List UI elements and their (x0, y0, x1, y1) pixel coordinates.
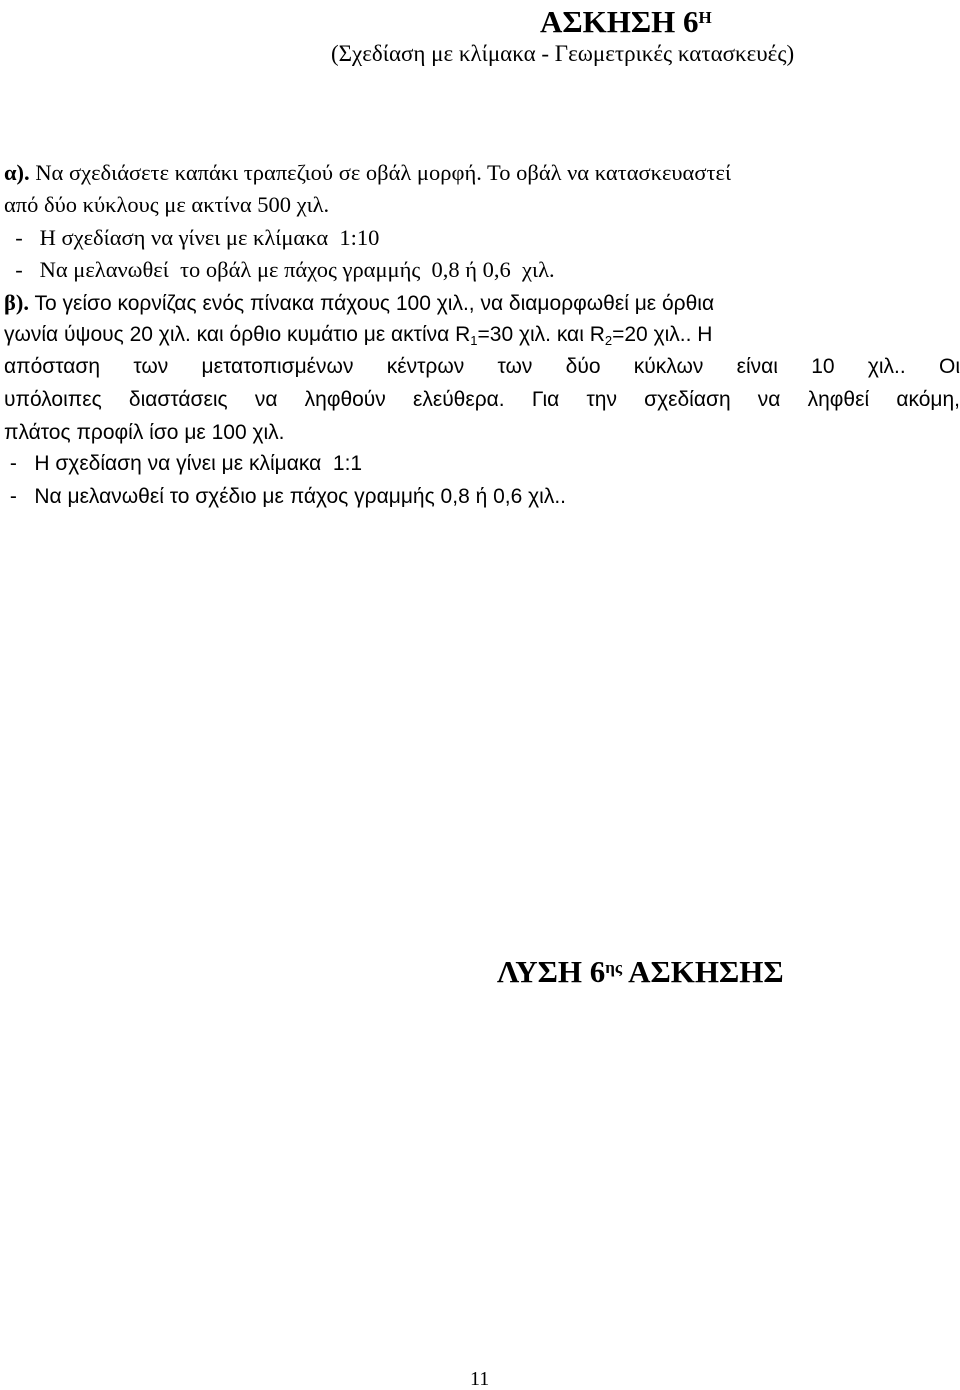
part-b-text-2c: =20 χιλ.. Η (612, 323, 713, 346)
part-a-bullet-2: - Να μελανωθεί το οβάλ με πάχος γραμμής 0,8 ή 0,6 χιλ. (4, 257, 555, 282)
part-b-text-2b: =30 χιλ. και R (477, 323, 605, 346)
r1-subscript: 1 (470, 333, 478, 348)
page-subtitle: (Σχεδίαση με κλίμακα - Γεωμετρικές κατασκευές) (331, 41, 795, 66)
part-a-bullet-1: - Η σχεδίαση να γίνει με κλίμακα 1:10 (4, 225, 380, 250)
solution-title-end: ΑΣΚΗΣΗΣ (622, 954, 784, 989)
solution-superscript: ης (605, 958, 623, 977)
title-main: ΑΣΚΗΣΗ 6 (540, 4, 699, 39)
part-b-bullet-1: - Η σχεδίαση να γίνει με κλίμακα 1:1 (4, 452, 363, 475)
part-a-label: α). (4, 160, 30, 185)
part-b-text-1: Το γείσο κορνίζας ενός πίνακα πάχους 100 χιλ., να διαμορφωθεί με όρθια (28, 292, 715, 315)
part-b-line-1 (4, 287, 714, 320)
part-b-line-4: υπόλοιπες διαστάσεις να ληφθούν ελεύθερα. Για την σχεδίαση να ληφθεί ακόμη, (4, 388, 960, 411)
part-b-text-2a: γωνία ύψους 20 χιλ. και όρθιο κυμάτιο με ακτίνα R (4, 323, 471, 346)
part-b-bullet-2: - Να μελανωθεί το σχέδιο με πάχος γραμμής 0,8 ή 0,6 χιλ.. (4, 485, 566, 508)
solution-title-main: ΛΥΣΗ 6 (497, 954, 606, 989)
part-a-line-1 (4, 157, 731, 189)
r2-subscript: 2 (604, 333, 613, 348)
part-a-line-2: από δύο κύκλους με ακτίνα 500 χιλ. (4, 192, 330, 217)
title-superscript: Η (698, 8, 712, 27)
part-b-line-3: απόσταση των μετατοπισμένων κέντρων των δύο κύκλων είναι 10 χιλ.. Οι (4, 355, 960, 378)
solution-heading (497, 950, 784, 994)
part-b-line-2 (4, 319, 712, 353)
part-b-label: β). (4, 290, 29, 315)
page-number: 11 (470, 1368, 490, 1390)
part-b-line-5: πλάτος προφίλ ίσο με 100 χιλ. (4, 421, 285, 444)
part-a-text-1: Να σχεδιάσετε καπάκι τραπεζιού σε οβάλ μορφή. Το οβάλ να κατασκευαστεί (29, 160, 731, 185)
